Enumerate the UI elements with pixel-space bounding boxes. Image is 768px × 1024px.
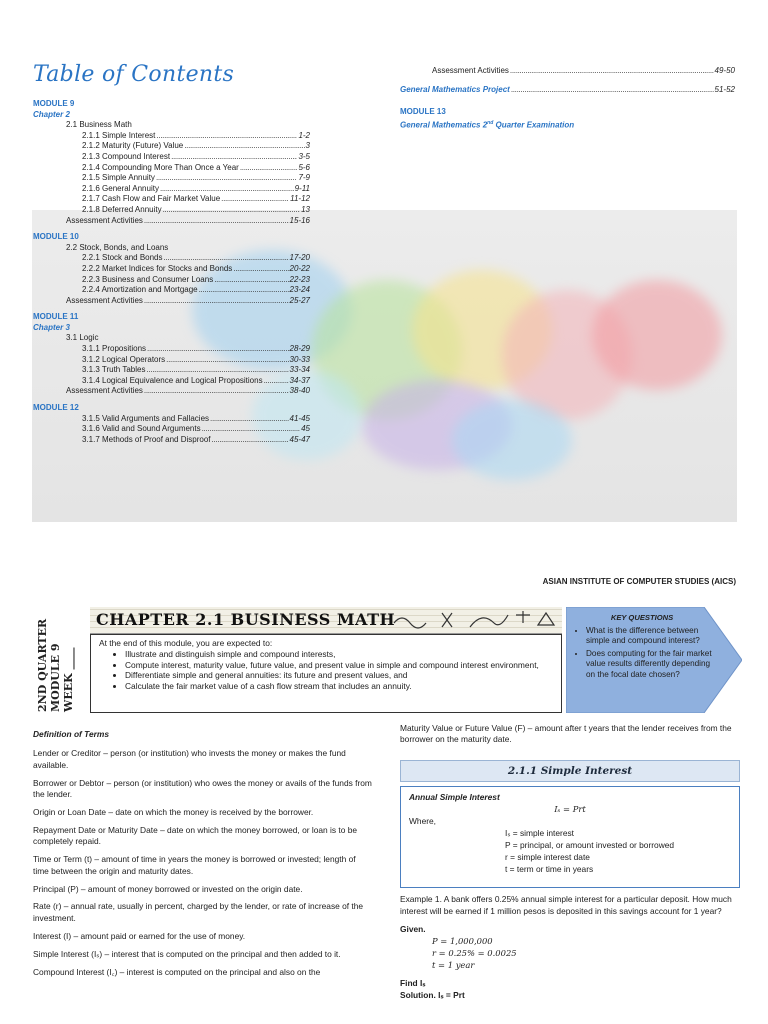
toc-module-12: MODULE 12 <box>33 403 79 413</box>
key-question-item: • Does computing for the fair market value results differently depending on the focal date chosen? <box>586 649 712 681</box>
toc-section-2-1: 2.1 Business Math <box>66 120 132 130</box>
annual-simple-interest-label: Annual Simple Interest <box>409 792 500 802</box>
chapter-banner <box>90 607 562 634</box>
maturity-value-definition: Maturity Value or Future Value (F) – amount after t years that the lender receives from the borrower on the maturity date. <box>400 723 732 745</box>
toc-chapter-3: Chapter 3 <box>33 322 70 332</box>
objective-item: • Calculate the fair market value of a cash flow stream that includes an annuity. <box>125 681 553 692</box>
toc-entry-assessment[interactable]: Assessment Activities ..... 49-50 <box>400 66 735 77</box>
variable-definition: r = simple interest date <box>505 852 590 862</box>
toc-entry[interactable]: 2.1.6 General Annuity ..... 9-11 <box>33 184 310 195</box>
toc-chapter-2: Chapter 2 <box>33 109 70 119</box>
toc-quarter-exam[interactable]: General Mathematics 2nd Quarter Examination <box>400 119 575 130</box>
school-header: ASIAN INSTITUTE OF COMPUTER STUDIES (AICS) <box>542 577 736 586</box>
given-label: Given. <box>400 924 426 934</box>
toc-entry[interactable]: 3.1.1 Propositions ..... 28-29 <box>33 344 310 355</box>
objectives-intro: At the end of this module, you are expected to: <box>99 638 273 648</box>
simple-interest-heading: 2.1.1 Simple Interest <box>400 760 740 782</box>
definition-item: Interest (I) – amount paid or earned for the use of money. <box>33 930 246 941</box>
toc-entry[interactable]: 3.1.7 Methods of Proof and Disproof ..... 45-47 <box>33 435 310 446</box>
toc-entry[interactable]: 3.1.5 Valid Arguments and Fallacies ..... 41-45 <box>33 414 310 425</box>
toc-entry[interactable]: 3.1.4 Logical Equivalence and Logical Propositions ..... 34-37 <box>33 376 310 387</box>
toc-entry-assessment[interactable]: Assessment Activities ..... 38-40 <box>33 386 310 397</box>
toc-entry[interactable]: 3.1.2 Logical Operators ..... 30-33 <box>33 355 310 366</box>
toc-module-11: MODULE 11 <box>33 312 79 322</box>
toc-entry[interactable]: 2.2.4 Amortization and Mortgage ..... 23-24 <box>33 285 310 296</box>
toc-entry[interactable]: 2.1.5 Simple Annuity ..... 7-9 <box>33 173 310 184</box>
definitions-heading: Definition of Terms <box>33 729 109 739</box>
toc-entry[interactable]: 2.1.3 Compound Interest ..... 3-5 <box>33 152 310 163</box>
definition-item: Borrower or Debtor – person (or institution) who owes the money or avails of the funds from the lender. <box>33 777 372 800</box>
toc-module-9: MODULE 9 <box>33 99 75 108</box>
definition-item: Lender or Creditor – person (or institution) who invests the money or makes the fund available. <box>33 748 346 770</box>
given-value: t = 1 year <box>432 960 475 970</box>
toc-entry[interactable]: 3.1.6 Valid and Sound Arguments ..... 45 <box>33 424 310 435</box>
toc-module-13: MODULE 13 <box>400 107 446 117</box>
definition-item: Compound Interest (I꜀) – interest is computed on the principal and also on the <box>33 966 321 977</box>
where-label: Where, <box>409 816 436 826</box>
toc-entry[interactable]: 2.1.7 Cash Flow and Fair Market Value ..... 11-12 <box>33 194 310 205</box>
definition-item: Simple Interest (Iₛ) – interest that is computed on the principal and then added to it. <box>33 948 341 959</box>
toc-section-2-2: 2.2 Stock, Bonds, and Loans <box>66 242 169 252</box>
toc-entry[interactable]: 2.1.8 Deferred Annuity ..... 13 <box>33 205 310 216</box>
example-question: Example 1. A bank offers 0.25% annual simple interest for a particular deposit. How much interest will be earned if 1 million pesos is deposited in this savings account for 1 year? <box>400 894 732 916</box>
toc-entry-assessment[interactable]: Assessment Activities ..... 25-27 <box>33 296 310 307</box>
key-questions-callout <box>566 607 742 713</box>
toc-entry[interactable]: 2.2.3 Business and Consumer Loans ..... 22-23 <box>33 275 310 286</box>
toc-entry-project[interactable]: General Mathematics Project ..... 51-52 <box>400 85 735 96</box>
definition-item: Origin or Loan Date – date on which the money is received by the borrower. <box>33 807 314 818</box>
simple-interest-formula: Iₛ = Prt <box>554 804 586 814</box>
math-doodle-icon <box>390 609 560 631</box>
learning-objectives-box <box>90 634 562 713</box>
definition-item: Rate (r) – annual rate, usually in percent, charged by the lender, or rate of increase of the investment. <box>33 901 364 923</box>
objective-item: • Compute interest, maturity value, future value, and present value in simple and compound interest environment, <box>125 660 553 671</box>
toc-right-column <box>400 66 740 131</box>
toc-section-3-1: 3.1 Logic <box>66 333 99 343</box>
definition-item: Repayment Date or Maturity Date – date on which the money borrowed, or loan is to be completely repaid. <box>33 824 358 847</box>
toc-title: Table of Contents <box>33 62 235 87</box>
toc-module-10: MODULE 10 <box>33 232 79 242</box>
given-value: P = 1,000,000 <box>432 936 493 946</box>
objectives-list <box>99 649 553 692</box>
toc-left-column <box>33 99 323 445</box>
toc-entry[interactable]: 2.2.1 Stock and Bonds ..... 17-20 <box>33 253 310 264</box>
solution-label: Solution. Iₛ = Prt <box>400 990 465 1000</box>
key-question-item: • What is the difference between simple and compound interest? <box>586 626 712 647</box>
quarter-module-week-label: 2ND QUARTER MODULE 9 WEEK ____ <box>36 618 75 712</box>
objective-item: • Illustrate and distinguish simple and compound interests, <box>125 649 553 660</box>
toc-entry[interactable]: 2.1.1 Simple Interest ..... 1-2 <box>33 131 310 142</box>
variable-definition: Iₛ = simple interest <box>505 828 574 838</box>
definition-item: Time or Term (t) – amount of time in years the money is borrowed or invested; length of time between the origin and maturity dates. <box>33 854 356 876</box>
toc-entry-assessment[interactable]: Assessment Activities ..... 15-16 <box>33 216 310 227</box>
toc-entry[interactable]: 3.1.3 Truth Tables ..... 33-34 <box>33 365 310 376</box>
find-label: Find Iₛ <box>400 978 426 988</box>
definition-item: Principal (P) – amount of money borrowed or invested on the origin date. <box>33 883 303 894</box>
toc-entry[interactable]: 2.1.4 Compounding More Than Once a Year ..... 5-6 <box>33 163 310 174</box>
key-questions-title: KEY QUESTIONS <box>610 613 674 622</box>
toc-entry[interactable]: 2.2.2 Market Indices for Stocks and Bonds ..... 20-22 <box>33 264 310 275</box>
chapter-title: CHAPTER 2.1 BUSINESS MATH <box>96 610 396 629</box>
example-1 <box>400 893 740 1001</box>
simple-interest-formula-box <box>400 786 740 888</box>
variable-definition: P = principal, or amount invested or borrowed <box>505 840 675 850</box>
toc-entry[interactable]: 2.1.2 Maturity (Future) Value ..... 3 <box>33 141 310 152</box>
variable-definition: t = term or time in years <box>505 864 594 874</box>
objective-item: • Differentiate simple and general annuities: its future and present values, and <box>125 670 553 681</box>
definitions-column <box>33 729 373 985</box>
given-value: r = 0.25% = 0.0025 <box>432 948 517 958</box>
